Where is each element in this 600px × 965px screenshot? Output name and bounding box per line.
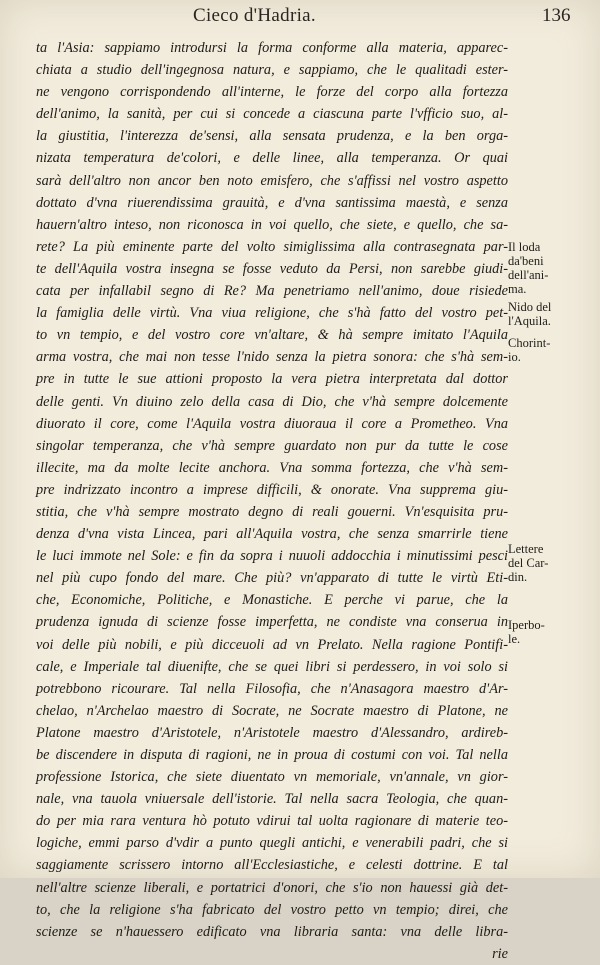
- text-line: potrebbono ricourare. Tal nella Filosofia, che n'Anasagora maestro d'Ar-: [36, 680, 508, 697]
- text-line: logiche, emmi parso d'vdir a punto quegli antichi, e venerabili padri, che si: [36, 835, 508, 852]
- text-line: cata per infallabil segno di Re? Ma penetriamo nell'animo, doue risiede: [36, 283, 508, 300]
- margin-note-line: ma.: [508, 282, 527, 296]
- margin-note-line: Nido del: [508, 300, 552, 314]
- text-line: te dell'Aquila vostra insegna se fosse veduto da Persi, non sarebbe giudi-: [36, 260, 508, 277]
- text-line: la giustitia, l'interezza de'sensi, alla sensata prudenza, e la ben orga-: [36, 128, 508, 145]
- margin-note-line: dell'ani-: [508, 268, 549, 282]
- body-text: [36, 37, 508, 965]
- margin-note-line: Iperbo-: [508, 618, 545, 632]
- text-line: dell'animo, la sanità, per cui si concede a ciascuna parte l'vfficio suo, al-: [36, 106, 508, 123]
- text-line: pre in tutte le sue attioni proposto la vera pietra interpretata dal dottor: [36, 371, 508, 388]
- text-line: arma vostra, che mai non tesse l'nido senza la pietra sonora: che s'hà sem-: [36, 349, 508, 366]
- margin-note-chorintio: [508, 336, 550, 364]
- text-line: Platone maestro d'Aristotele, n'Aristotele maestro d'Alessandro, ardireb-: [36, 724, 508, 741]
- text-line: nizata temperatura de'colori, e delle linee, alla temperanza. Or quai: [36, 150, 508, 167]
- text-line: sarà dell'altro non ancor ben noto emisfero, che s'affissi nel vostro aspetto: [36, 172, 508, 189]
- margin-note-line: io.: [508, 350, 521, 364]
- text-line: chelao, n'Archelao maestro di Socrate, ne Socrate maestro di Platone, ne: [36, 702, 508, 719]
- text-line: cale, e Imperiale tal diuenifte, che se quei libri si perdessero, in voi solo si: [36, 658, 508, 675]
- text-line: singolar temperanza, che v'hà sempre guardato non pur da tutte le cose: [36, 437, 508, 454]
- page-header: [0, 3, 600, 35]
- text-line: professione Istorica, che siete diuentato vn memoriale, vn'annale, vn gior-: [36, 769, 508, 786]
- margin-note-line: din.: [508, 570, 528, 584]
- margin-note-line: del Car-: [508, 556, 549, 570]
- margin-note-iperbole: [508, 618, 545, 646]
- text-line: do per mia rara ventura hò potuto vdirui tal uolta ragionare di materie teo-: [36, 813, 508, 830]
- margin-note-loda: [508, 240, 548, 296]
- margin-note-line: Lettere: [508, 542, 544, 556]
- catchword: rie: [492, 945, 508, 962]
- text-line: nel più cupo fondo del mare. Che più? vn'apparato di tutte le virtù Eti-: [36, 570, 508, 587]
- text-line: rete? La più eminente parte del volto simiglissima alla contrasegnata par-: [36, 238, 508, 255]
- text-line: chiata a studio dell'ingegnosa natura, e sappiamo, che le qualitadi ester-: [36, 62, 508, 79]
- margin-note-nido: [508, 300, 551, 328]
- text-line: voi delle più nobili, e più dicceuoli ad vn Prelato. Nella ragione Pontifi-: [36, 636, 508, 653]
- text-line: delle genti. Vn diuino zelo della casa di Dio, che v'hà sempre dolcemente: [36, 393, 508, 410]
- margin-note-line: Il loda: [508, 240, 541, 254]
- text-line: diuorato il core, come l'Aquila vostra diuoraua il core a Prometheo. Vna: [36, 415, 508, 432]
- text-line: saggiamente scrissero intorno all'Ecclesiastiche, e celesti dottrine. E tal: [36, 857, 508, 874]
- text-line: scienze se n'hauessero edificato vna libraria santa: vna delle libra-: [36, 923, 508, 940]
- text-line: nale, vna tauola vniuersale dell'istorie. Tal nella sacra Teologia, che quan-: [36, 791, 508, 808]
- text-line: ta l'Asia: sappiamo introdursi la forma conforme alla materia, apparec-: [36, 40, 508, 56]
- margin-note-lettere: [508, 542, 548, 584]
- text-line: illecite, ma da molte lecite anchora. Vna somma fortezza, che v'hà sem-: [36, 459, 508, 476]
- text-line: che, Economiche, Politiche, e Monastiche. E perche vi parue, che la: [36, 592, 508, 609]
- text-line: to, che la religione s'ha fabricato del vostro petto vn tempio; direi, che: [36, 901, 508, 918]
- margin-note-line: da'beni: [508, 254, 544, 268]
- text-line: dottato d'vna riuerendissima grauità, e d'vna santissima maestà, e senza: [36, 194, 508, 211]
- text-line: hauern'altro inteso, non riconosca in voi quello, che siete, e quello, che sa-: [36, 216, 508, 233]
- text-line: ne vengono corrispondendo all'interne, le forze del corpo alla fortezza: [36, 84, 508, 101]
- running-head: Cieco d'Hadria.: [193, 5, 316, 26]
- text-line: prudenza ignuda di scienze fosse imperfetta, ne condiste vna conserua in: [36, 614, 508, 631]
- text-line: le luci immote nel Sole: e fin da sopra i nuuoli addocchia i minutissimi pesci: [36, 548, 508, 565]
- page-number: 136: [542, 5, 571, 26]
- margin-note-line: Chorint-: [508, 336, 551, 350]
- text-line: be discendere in disputa di ragioni, ne in proua di costumi con voi. Tal nella: [36, 747, 508, 763]
- text-line: nell'altre scienze liberali, e portatrici d'onori, che s'io non hauessi già det-: [36, 879, 508, 896]
- text-line: denza d'vna vista Lincea, pari all'Aquila vostra, che senza smarrirle tiene: [36, 526, 508, 543]
- text-line: pre indrizzato incontro a imprese difficili, & onorate. Vna supprema giu-: [36, 481, 508, 498]
- margin-note-line: le.: [508, 632, 521, 646]
- text-line: stitia, che v'hà sempre mostrato degno di reali gouerni. Vn'esquisita pru-: [36, 503, 508, 520]
- margin-note-line: l'Aquila.: [508, 314, 551, 328]
- text-line: to vn tempio, e del vostro core vn'altare, & hà sempre imitato l'Aquila: [36, 327, 508, 344]
- text-line: la famiglia delle virtù. Vna viua religione, che s'hà fatto del vostro pet-: [36, 305, 508, 322]
